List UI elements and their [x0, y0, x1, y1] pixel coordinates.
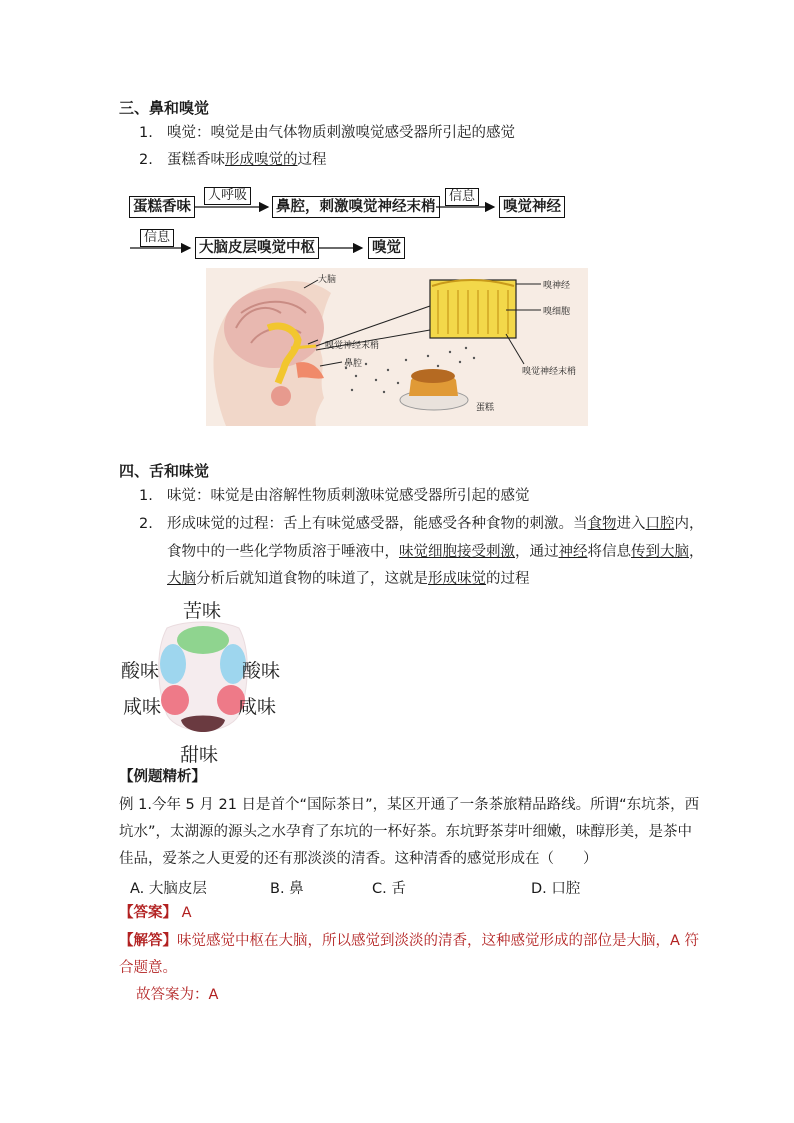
item-number: 1.	[139, 488, 153, 504]
answer-value: A	[181, 905, 192, 921]
section4-item2-line3	[167, 570, 530, 588]
taste-label-salty-left: 咸味	[123, 696, 162, 718]
text: 的过程	[486, 571, 530, 587]
item-text: 蛋糕香味	[167, 152, 225, 168]
answer-line	[119, 904, 192, 922]
explanation-line-1	[119, 932, 699, 950]
text: 内，	[674, 516, 704, 532]
text: 食物中的一些化学物质溶于唾液中，	[167, 544, 399, 560]
flow-arrows	[0, 0, 794, 270]
text: ，	[689, 544, 704, 560]
option-c: C. 舌	[372, 881, 406, 897]
flow-box-cortex: 大脑皮层嗅觉中枢	[195, 237, 319, 259]
explanation-text: 味觉感觉中枢在大脑，所以感觉到淡淡的清香，这种感觉形成的部位是大脑，A 符	[177, 933, 700, 949]
item-number: 1.	[139, 125, 153, 141]
item-text: 味觉：味觉是由溶解性物质刺激味觉感受器所引起的感觉	[167, 488, 530, 504]
olfaction-figure	[206, 268, 588, 426]
text-underlined: 大脑	[167, 571, 196, 587]
item-text: 嗅觉：嗅觉是由气体物质刺激嗅觉感受器所引起的感觉	[167, 125, 515, 141]
section3-heading: 三、鼻和嗅觉	[119, 99, 210, 117]
item-text-underlined: 形成嗅觉的	[225, 152, 298, 168]
figure-label-nasal: 鼻腔	[344, 359, 363, 369]
taste-label-sour-left: 酸味	[121, 660, 160, 682]
taste-label-salty-right: 咸味	[238, 696, 277, 718]
final-answer: 故答案为：A	[136, 987, 219, 1003]
figure-label-olf-cell: 嗅细胞	[543, 307, 571, 317]
figure-label-nerve-end-right: 嗅觉神经末梢	[522, 367, 577, 377]
text-underlined: 传到大脑	[631, 544, 689, 560]
section4-heading: 四、舌和味觉	[119, 462, 210, 480]
option-b: B. 鼻	[270, 881, 304, 897]
question-line-2: 坑水”，太湖源的源头之水孕育了东坑的一杯好茶。东坑野茶芽叶细嫩，味醇形美，是茶中	[119, 824, 693, 840]
text-underlined: 口腔	[645, 516, 675, 532]
figure-label-nerve-end-left: 嗅觉神经末梢	[325, 341, 380, 351]
flow-box-olf-nerve: 嗅觉神经	[499, 196, 565, 218]
item-number: 2.	[139, 152, 153, 168]
figure-label-brain: 大脑	[318, 275, 337, 285]
figure-label-cake: 蛋糕	[476, 403, 495, 413]
figure-label-olf-nerve: 嗅神经	[543, 281, 571, 291]
answer-label: 【答案】	[119, 905, 177, 921]
sweet-zone	[181, 716, 225, 733]
flow-box-nasal: 鼻腔，刺激嗅觉神经末梢	[272, 196, 440, 218]
section4-item2-line1	[139, 515, 704, 533]
text-underlined: 神经	[558, 544, 588, 560]
taste-label-bitter: 苦味	[183, 600, 222, 622]
text-underlined: 食物	[587, 516, 617, 532]
example-title: 【例题精析】	[119, 769, 206, 785]
zoom-inset	[430, 280, 516, 338]
flow-label-info1: 信息	[445, 188, 479, 206]
olfactory-bulb	[291, 346, 316, 348]
taste-label-sweet: 甜味	[180, 744, 219, 766]
text: 将信息	[587, 544, 631, 560]
section4-item2-line2	[167, 543, 704, 561]
taste-label-sour-right: 酸味	[242, 660, 281, 682]
text: 形成味觉的过程：舌上有味觉感受器，能感受各种食物的刺激。当	[167, 516, 588, 532]
text: 分析后就知道食物的味道了，这就是	[196, 571, 428, 587]
question-line-1: 例 1.今年 5 月 21 日是首个“国际茶日”，某区开通了一条茶旅精品路线。所谓“东坑茶，西	[119, 797, 700, 813]
text: ，通过	[515, 544, 559, 560]
bitter-zone	[177, 626, 229, 654]
option-d: D. 口腔	[531, 881, 581, 897]
tongue-diagram	[155, 620, 251, 738]
flow-label-info2: 信息	[140, 229, 174, 247]
throat	[271, 386, 291, 406]
flow-label-breathe: 人呼吸	[204, 187, 251, 205]
salty-zone-left	[161, 685, 189, 715]
option-a: A. 大脑皮层	[130, 881, 207, 897]
item-text: 过程	[297, 152, 327, 168]
text-underlined: 味觉细胞接受刺激	[399, 544, 515, 560]
question-line-3: 佳品，爱茶之人更爱的还有那淡淡的清香。这种清香的感觉形成在（ ）	[119, 851, 598, 867]
flow-box-smell: 嗅觉	[368, 237, 405, 259]
cake-top	[411, 369, 455, 383]
sour-zone-left	[160, 644, 186, 684]
explanation-label: 【解答】	[119, 933, 177, 949]
flow-box-cake-smell: 蛋糕香味	[129, 196, 195, 218]
item-number: 2.	[139, 516, 153, 532]
section4-item1	[139, 487, 530, 505]
text-underlined: 形成味觉	[428, 571, 486, 587]
text: 进入	[616, 516, 646, 532]
explanation-line-2: 合题意。	[119, 960, 177, 976]
